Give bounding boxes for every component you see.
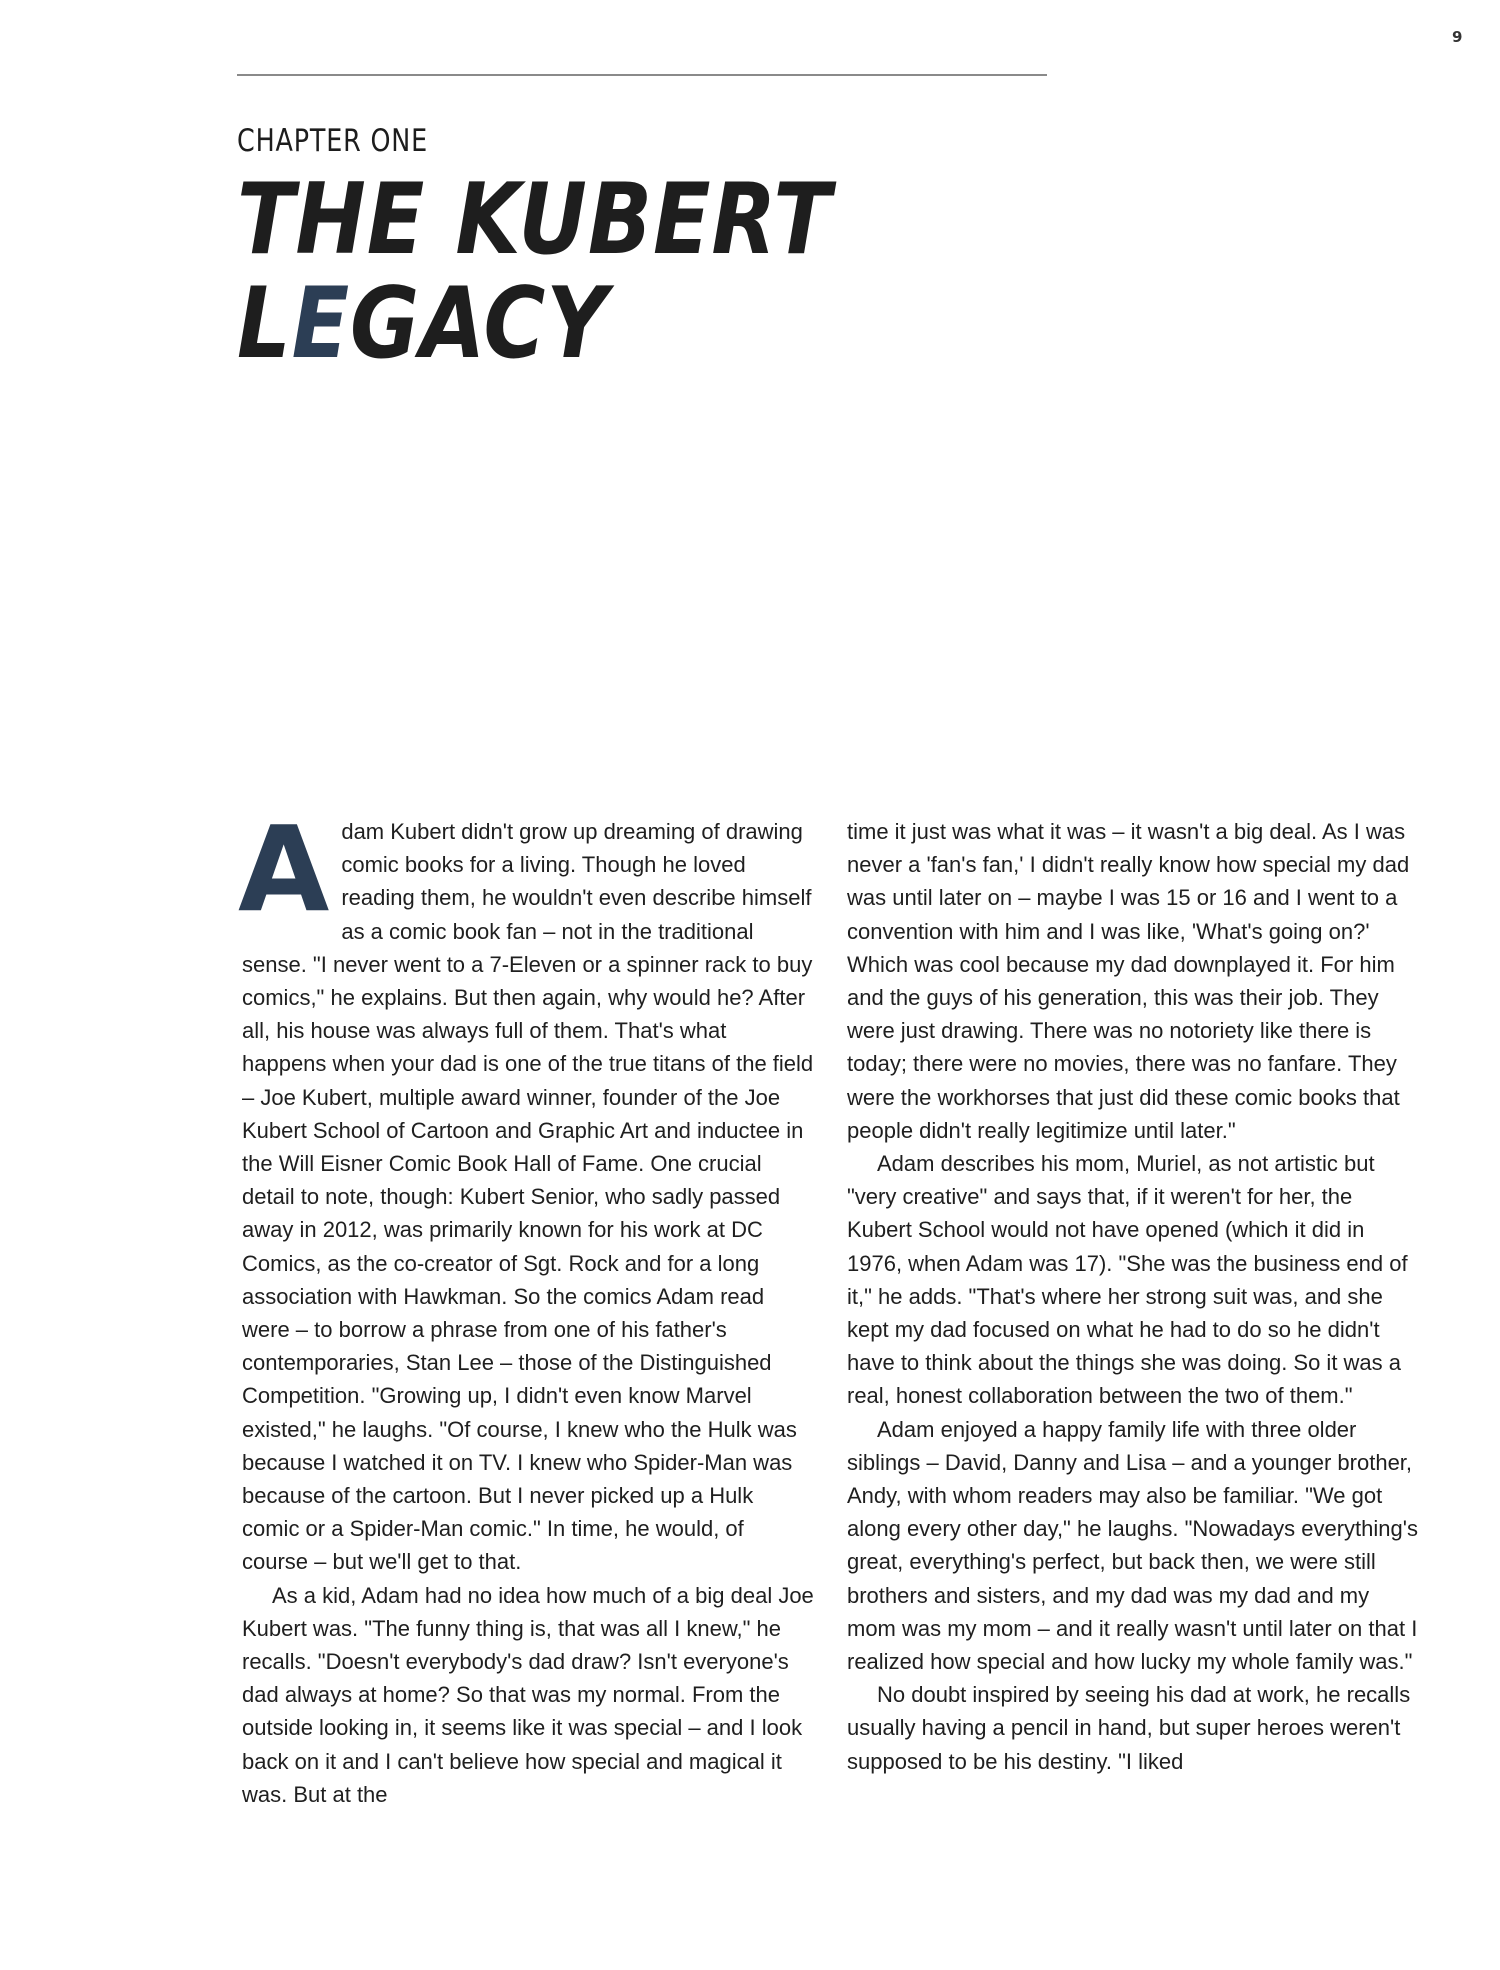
chapter-label: CHAPTER ONE	[237, 123, 429, 159]
header-rule	[237, 74, 1047, 76]
paragraph: time it just was what it was – it wasn't a big deal. As I was never a 'fan's fan,' I didn't really know how special my dad was until later on – maybe I was 15 or 16 and I went to a convention with him and I was like, 'What's going on?' Which was cool because my dad downplayed it. For him and the guys of his generation, this was their job. They were just drawing. There was no notoriety like there is today; there were no movies, there was no fanfare. They were the workhorses that just did these comic books that people didn't really legitimize until later."	[847, 819, 1410, 1143]
left-column	[238, 800, 815, 1811]
title-accent-letter: E	[291, 267, 351, 381]
title-word-rest: GACY	[350, 267, 609, 381]
paragraph-text: dam Kubert didn't grow up dreaming of drawing comic books for a living. Though he loved reading them, he wouldn't even describe himself as a comic book fan – not in the traditional sense. "I never went to a 7-Eleven or a spinner rack to buy comics," he explains. But then again, why would he? After all, his house was always full of them. That's what happens when your dad is one of the true titans of the field – Joe Kubert, multiple award winner, founder of the Joe Kubert School of Cartoon and Graphic Art and inductee in the Will Eisner Comic Book Hall of Fame. One crucial detail to note, though: Kubert Senior, who sadly passed away in 2012, was primarily known for his work at DC Comics, as the co-creator of Sgt. Rock and for a long association with Hawkman. So the comics Adam read were – to borrow a phrase from one of his father's contemporaries, Stan Lee – those of the Distinguished Competition. "Growing up, I didn't even know Marvel existed," he laughs. "Of course, I knew who the Hulk was because I watched it on TV. I knew who Spider-Man was because of the cartoon. But I never picked up a Hulk comic or a Spider-Man comic." In time, he would, of course – but we'll get to that.	[242, 819, 814, 1575]
paragraph: No doubt inspired by seeing his dad at work, he recalls usually having a pencil in hand, but super heroes weren't supposed to be his destiny. "I liked	[847, 1682, 1411, 1774]
chapter-title	[237, 163, 832, 381]
paragraph: Adam describes his mom, Muriel, as not artistic but "very creative" and says that, if it weren't for her, the Kubert School would not have opened (which it did in 1976, when Adam was 17). "She was the business end of it," he adds. "That's where her strong suit was, and she kept my dad focused on what he had to do so he didn't have to think about the things she was doing. So it was a real, honest collaboration between the two of them."	[847, 1151, 1408, 1409]
drop-cap: A	[238, 800, 330, 938]
right-column	[847, 815, 1420, 1811]
title-line-2	[237, 267, 608, 381]
paragraph	[238, 800, 815, 1579]
page-number: 9	[1452, 28, 1463, 46]
title-line-1: THE KUBERT	[237, 163, 832, 277]
article-body	[238, 800, 1420, 1811]
title-letter-l: L	[237, 267, 292, 381]
paragraph: As a kid, Adam had no idea how much of a big deal Joe Kubert was. "The funny thing is, that was all I knew," he recalls. "Doesn't everybody's dad draw? Isn't everyone's dad always at home? So that was my normal. From the outside looking in, it seems like it was special – and I look back on it and I can't believe how special and magical it was. But at the	[242, 1582, 814, 1807]
paragraph: Adam enjoyed a happy family life with three older siblings – David, Danny and Lisa – and a younger brother, Andy, with whom readers may also be familiar. "We got along every other day," he laughs. "Nowadays everything's great, everything's perfect, but back then, we were still brothers and sisters, and my dad was my dad and my mom was my mom – and it really wasn't until later on that I realized how special and how lucky my whole family was."	[847, 1416, 1418, 1675]
